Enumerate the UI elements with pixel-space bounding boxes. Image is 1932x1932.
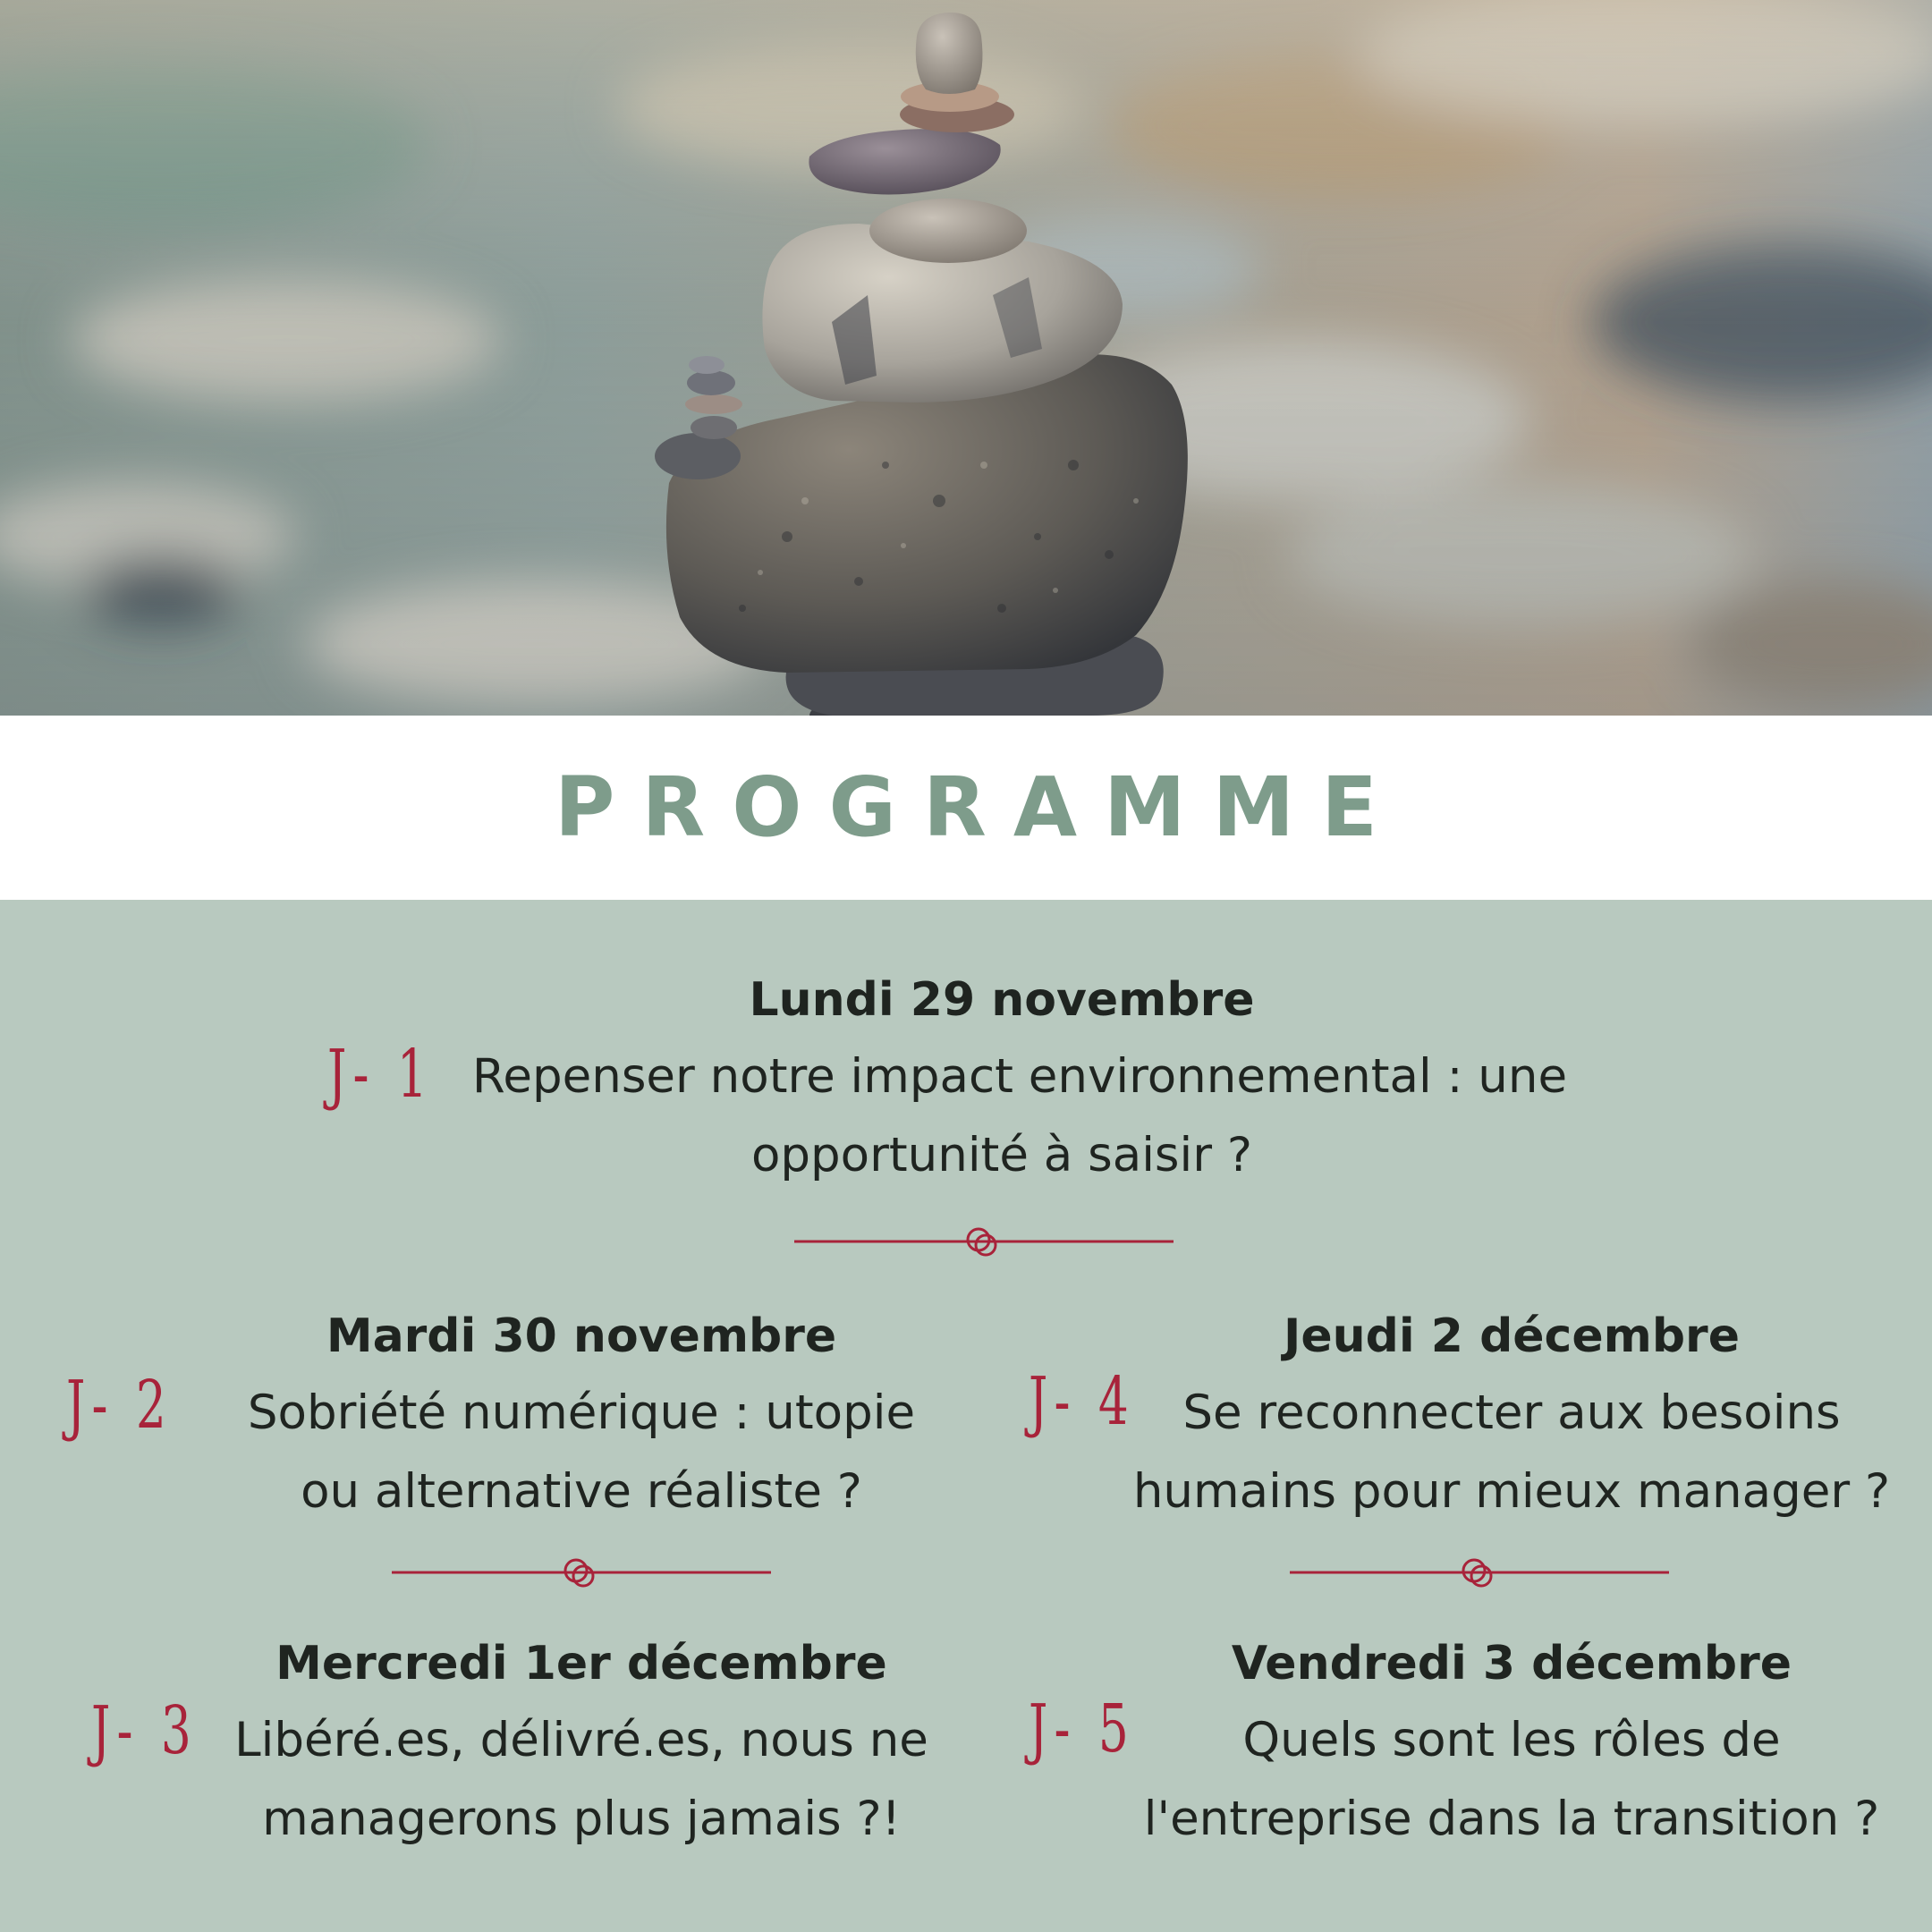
page-title: PROGRAMME: [555, 759, 1404, 855]
session-day: Lundi 29 novembre: [749, 973, 1255, 1027]
session-topic-line1: Sobriété numérique : utopie: [247, 1385, 916, 1440]
session-day: Mardi 30 novembre: [326, 1309, 837, 1363]
session-topic-line2: ou alternative réaliste ?: [301, 1464, 862, 1519]
program-panel: [0, 900, 1932, 1932]
session-thursday: [1118, 1299, 1905, 1531]
day-tag-j1: J- 1: [327, 1036, 435, 1113]
session-topic-line1: Libéré.es, délivré.es, nous ne: [234, 1713, 928, 1767]
session-wednesday: [188, 1626, 975, 1859]
session-topic-line2: opportunité à saisir ?: [750, 1128, 1253, 1182]
day-tag-j3: J- 3: [91, 1692, 199, 1769]
session-tuesday: [188, 1299, 975, 1531]
session-topic-line2: managerons plus jamais ?!: [262, 1792, 901, 1846]
day-tag-j5: J- 5: [1029, 1690, 1136, 1767]
hero-photo-stacked-stones: [0, 0, 1932, 716]
day-tag-j2: J- 2: [66, 1367, 174, 1444]
session-monday: [376, 962, 1628, 1195]
session-topic-line1: Repenser notre impact environnemental : une: [471, 1049, 1568, 1104]
session-day: Jeudi 2 décembre: [1284, 1309, 1740, 1363]
ornament-divider: [1290, 1555, 1669, 1590]
stone-cairn-illustration: [0, 0, 1932, 716]
session-topic-line2: l'entreprise dans la transition ?: [1143, 1792, 1880, 1846]
session-day: Vendredi 3 décembre: [1231, 1637, 1792, 1690]
ornament-divider: [794, 1224, 1174, 1259]
title-band: [0, 716, 1932, 900]
session-topic-line2: humains pour mieux manager ?: [1132, 1464, 1891, 1519]
day-tag-j4: J- 4: [1029, 1363, 1136, 1440]
session-topic-line1: Se reconnecter aux besoins: [1182, 1385, 1841, 1440]
session-topic-line1: Quels sont les rôles de: [1242, 1713, 1781, 1767]
session-day: Mercredi 1er décembre: [275, 1637, 887, 1690]
session-friday: [1118, 1626, 1905, 1859]
ornament-divider: [392, 1555, 771, 1590]
